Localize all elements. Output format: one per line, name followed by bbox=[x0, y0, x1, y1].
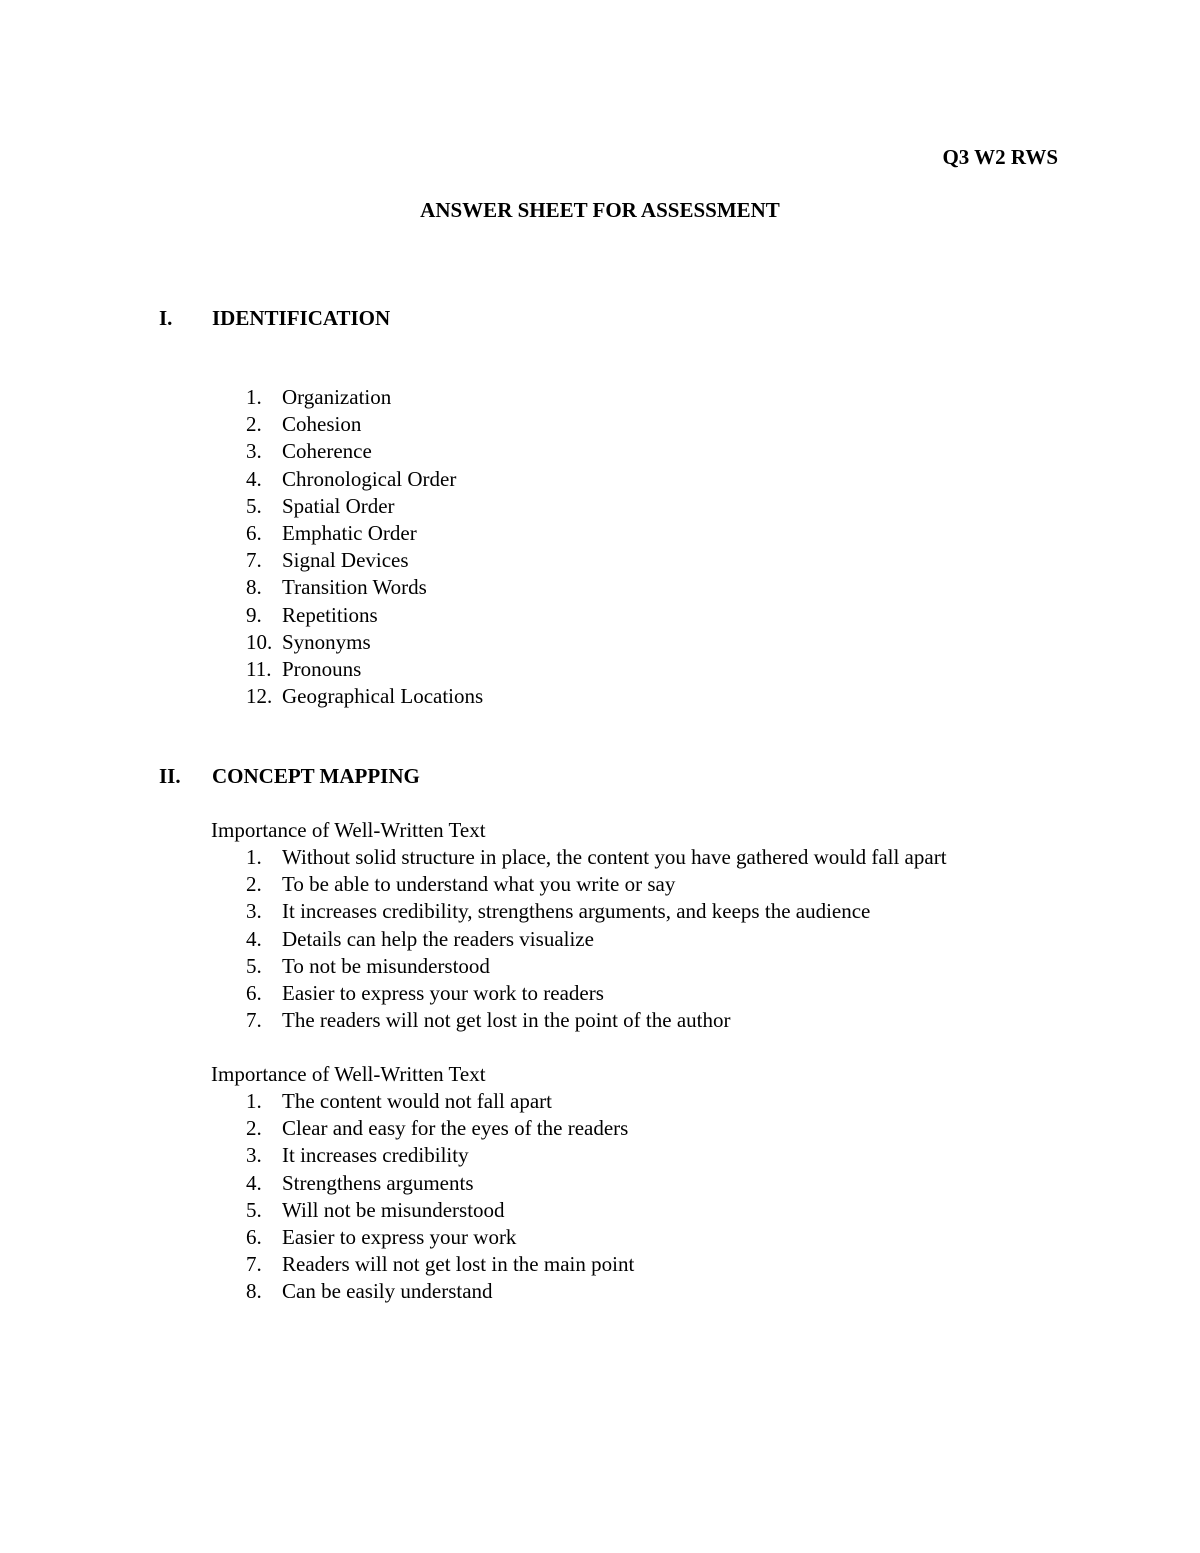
list-item bbox=[0, 1251, 1200, 1278]
identification-list bbox=[0, 384, 1200, 710]
item-number: 2. bbox=[246, 872, 262, 897]
item-text: To not be misunderstood bbox=[282, 953, 490, 978]
item-text: Details can help the readers visualize bbox=[282, 926, 594, 951]
item-number: 8. bbox=[246, 1279, 262, 1304]
list-item bbox=[0, 466, 1200, 493]
item-text: Can be easily understand bbox=[282, 1279, 493, 1304]
item-text: It increases credibility, strengthens arguments, and keeps the audience bbox=[282, 899, 871, 924]
item-number: 6. bbox=[246, 980, 262, 1005]
document-title: ANSWER SHEET FOR ASSESSMENT bbox=[420, 198, 780, 222]
item-number: 6. bbox=[246, 1224, 262, 1249]
list-item bbox=[0, 411, 1200, 438]
list-item bbox=[0, 438, 1200, 465]
item-text: Strengthens arguments bbox=[282, 1170, 474, 1195]
concept-list-2 bbox=[0, 1088, 1200, 1306]
list-item bbox=[0, 520, 1200, 547]
item-number: 1. bbox=[246, 385, 262, 409]
item-number: 2. bbox=[246, 412, 262, 437]
list-item bbox=[0, 1115, 1200, 1142]
list-item bbox=[0, 1170, 1200, 1197]
item-text: Organization bbox=[282, 385, 392, 409]
section-numeral: I. bbox=[159, 306, 173, 330]
item-number: 3. bbox=[246, 439, 262, 464]
list-item bbox=[0, 493, 1200, 520]
list-item bbox=[0, 1142, 1200, 1169]
item-number: 6. bbox=[246, 520, 262, 545]
item-number: 4. bbox=[246, 466, 262, 491]
item-text: The readers will not get lost in the point of the author bbox=[282, 1008, 731, 1033]
group-subheading: Importance of Well-Written Text bbox=[211, 818, 486, 842]
item-number: 5. bbox=[246, 493, 262, 518]
item-number: 10. bbox=[246, 629, 273, 654]
list-item bbox=[0, 980, 1200, 1007]
item-text: Readers will not get lost in the main point bbox=[282, 1252, 635, 1277]
list-item bbox=[0, 602, 1200, 629]
item-number: 4. bbox=[246, 926, 262, 951]
item-text: Easier to express your work bbox=[282, 1224, 517, 1249]
item-number: 2. bbox=[246, 1116, 262, 1141]
item-number: 11. bbox=[246, 656, 272, 681]
list-item bbox=[0, 629, 1200, 656]
item-text: The content would not fall apart bbox=[282, 1089, 552, 1113]
section-title: CONCEPT MAPPING bbox=[212, 764, 420, 788]
list-item bbox=[0, 574, 1200, 601]
item-text: Coherence bbox=[282, 439, 372, 464]
item-text: Chronological Order bbox=[282, 466, 457, 491]
item-number: 3. bbox=[246, 1143, 262, 1168]
item-text: Synonyms bbox=[282, 629, 371, 654]
list-item bbox=[0, 1278, 1200, 1305]
item-text: Cohesion bbox=[282, 412, 362, 437]
item-text: Transition Words bbox=[282, 575, 427, 600]
item-number: 5. bbox=[246, 953, 262, 978]
list-item bbox=[0, 953, 1200, 980]
item-text: Emphatic Order bbox=[282, 520, 417, 545]
item-text: Pronouns bbox=[282, 656, 362, 681]
list-item bbox=[0, 1088, 1200, 1115]
section-title: IDENTIFICATION bbox=[212, 306, 391, 330]
item-text: Easier to express your work to readers bbox=[282, 980, 604, 1005]
item-text: To be able to understand what you write or say bbox=[282, 872, 676, 897]
item-text: Signal Devices bbox=[282, 548, 409, 573]
section-numeral: II. bbox=[159, 764, 181, 788]
concept-list-1 bbox=[0, 844, 1200, 1034]
list-item bbox=[0, 1197, 1200, 1224]
list-item bbox=[0, 656, 1200, 683]
item-number: 1. bbox=[246, 845, 262, 869]
item-text: Clear and easy for the eyes of the readers bbox=[282, 1116, 629, 1141]
item-number: 12. bbox=[246, 684, 273, 709]
item-text: It increases credibility bbox=[282, 1143, 469, 1168]
list-item bbox=[0, 683, 1200, 710]
item-number: 1. bbox=[246, 1089, 262, 1113]
list-item bbox=[0, 1224, 1200, 1251]
list-item bbox=[0, 384, 1200, 411]
group-subheading: Importance of Well-Written Text bbox=[211, 1062, 486, 1086]
item-number: 7. bbox=[246, 548, 262, 573]
item-number: 7. bbox=[246, 1008, 262, 1033]
item-number: 3. bbox=[246, 899, 262, 924]
list-item bbox=[0, 547, 1200, 574]
list-item bbox=[0, 1007, 1200, 1034]
item-number: 4. bbox=[246, 1170, 262, 1195]
item-text: Spatial Order bbox=[282, 493, 395, 518]
item-text: Geographical Locations bbox=[282, 684, 484, 709]
item-number: 5. bbox=[246, 1197, 262, 1222]
item-text: Will not be misunderstood bbox=[282, 1197, 505, 1222]
item-number: 9. bbox=[246, 602, 262, 627]
item-number: 8. bbox=[246, 575, 262, 600]
item-number: 7. bbox=[246, 1252, 262, 1277]
item-text: Without solid structure in place, the content you have gathered would fall apart bbox=[282, 845, 947, 869]
document-code: Q3 W2 RWS bbox=[942, 145, 1058, 169]
item-text: Repetitions bbox=[282, 602, 378, 627]
list-item bbox=[0, 844, 1200, 871]
list-item bbox=[0, 898, 1200, 925]
list-item bbox=[0, 871, 1200, 898]
list-item bbox=[0, 926, 1200, 953]
